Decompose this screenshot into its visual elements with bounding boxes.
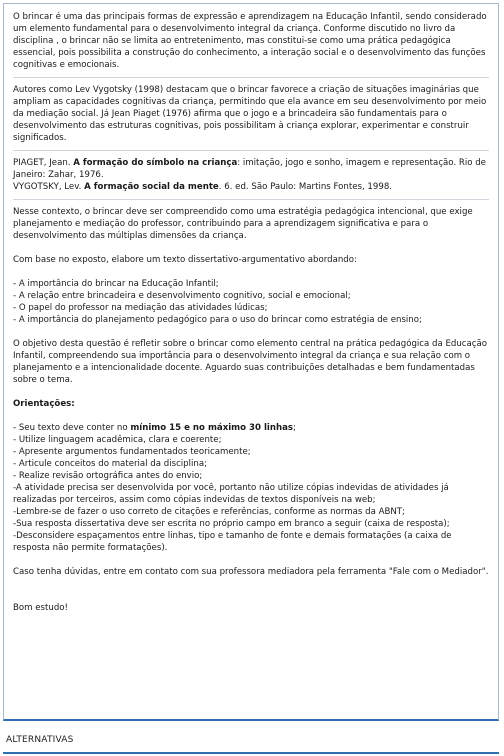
list-item: - A importância do brincar na Educação Infantil; (13, 279, 219, 289)
authors-section (13, 78, 489, 150)
list-item: -Sua resposta dissertativa deve ser escrita no próprio campo em branco a seguir (caixa de resposta); (13, 519, 450, 529)
reference-piaget: PIAGET, Jean. A formação do símbolo na criança: imitação, jogo e sonho, imagem e representação. Rio de Janeiro: Zahar, 1976. (13, 158, 486, 180)
alternatives-label: ALTERNATIVAS (6, 735, 74, 745)
reference-vygotsky: VYGOTSKY, Lev. A formação social da mente. 6. ed. São Paulo: Martins Fontes, 1998. (13, 182, 393, 192)
alternatives-header (3, 734, 499, 754)
prompt-paragraph: Com base no exposto, elabore um texto dissertativo-argumentativo abordando: (13, 255, 357, 265)
orientations-heading: Orientações: (13, 399, 75, 409)
list-item: - Apresente argumentos fundamentados teoricamente; (13, 447, 251, 457)
list-item: -Lembre-se de fazer o uso correto de citações e referências, conforme as normas da ABNT; (13, 507, 405, 517)
orientations-list (13, 422, 489, 554)
list-item: - Utilize linguagem acadêmica, clara e coerente; (13, 435, 222, 445)
list-item: -A atividade precisa ser desenvolvida por você, portanto não utilize cópias indevidas de atividades já realizadas por terceiros, assim como cópias indevidas de textos disponíveis na web; (13, 483, 449, 505)
list-item: - A importância do planejamento pedagógico para o uso do brincar como estratégia de ensino; (13, 315, 422, 325)
list-item: - Articule conceitos do material da disciplina; (13, 459, 208, 469)
list-item: - O papel do professor na mediação das atividades lúdicas; (13, 303, 268, 313)
closing-text: Bom estudo! (13, 603, 68, 613)
question-panel (3, 3, 499, 721)
objective-paragraph: O objetivo desta questão é refletir sobre o brincar como elemento central na prática pedagógica da Educação Infantil, compreendendo sua importância para o desenvolvimento integral da criança e sua relação com o planejamento e a intencionalidade docente. Aguardo suas contribuições detalhadas e bem fundamentadas sobre o tema. (13, 339, 488, 385)
task-section (13, 200, 489, 614)
contact-paragraph: Caso tenha dúvidas, entre em contato com sua professora mediadora pela ferramenta "Fale com o Mediador". (13, 567, 489, 577)
list-item: -Desconsidere espaçamentos entre linhas, tipo e tamanho de fonte e demais formatações (a caixa de resposta não permite formatações). (13, 531, 452, 553)
list-item: - A relação entre brincadeira e desenvolvimento cognitivo, social e emocional; (13, 291, 351, 301)
intro-paragraph: O brincar é uma das principais formas de expressão e aprendizagem na Educação Infantil, sendo considerado um elemento fundamental para o desenvolvimento integral da criança. Conforme discutido no livro da disciplina , o brincar não se limita ao entretenimento, mas constitui-se como uma prática pedagógica essencial, pois possibilita a construção do conhecimento, a interação social e o desenvolvimento das funções cognitivas e emocionais. (13, 12, 487, 70)
references-section (13, 151, 489, 199)
authors-paragraph: Autores como Lev Vygotsky (1998) destacam que o brincar favorece a criação de situações imaginárias que ampliam as capacidades cognitivas da criança, permitindo que ela avance em seu desenvolvimento por meio da mediação social. Já Jean Piaget (1976) afirma que o jogo e a brincadeira são fundamentais para o desenvolvimento das estruturas cognitivas, pois possibilitam à criança explorar, experimentar e construir significados. (13, 85, 487, 143)
list-item: - Realize revisão ortográfica antes do envio; (13, 471, 203, 481)
context-paragraph: Nesse contexto, o brincar deve ser compreendido como uma estratégia pedagógica intencional, que exige planejamento e mediação do professor, contribuindo para a aprendizagem significativa e para o desenvolvimento das múltiplas dimensões da criança. (13, 207, 473, 241)
topics-list (13, 278, 489, 326)
list-item: - Seu texto deve conter no mínimo 15 e no máximo 30 linhas; (13, 423, 296, 433)
intro-section (13, 4, 489, 77)
